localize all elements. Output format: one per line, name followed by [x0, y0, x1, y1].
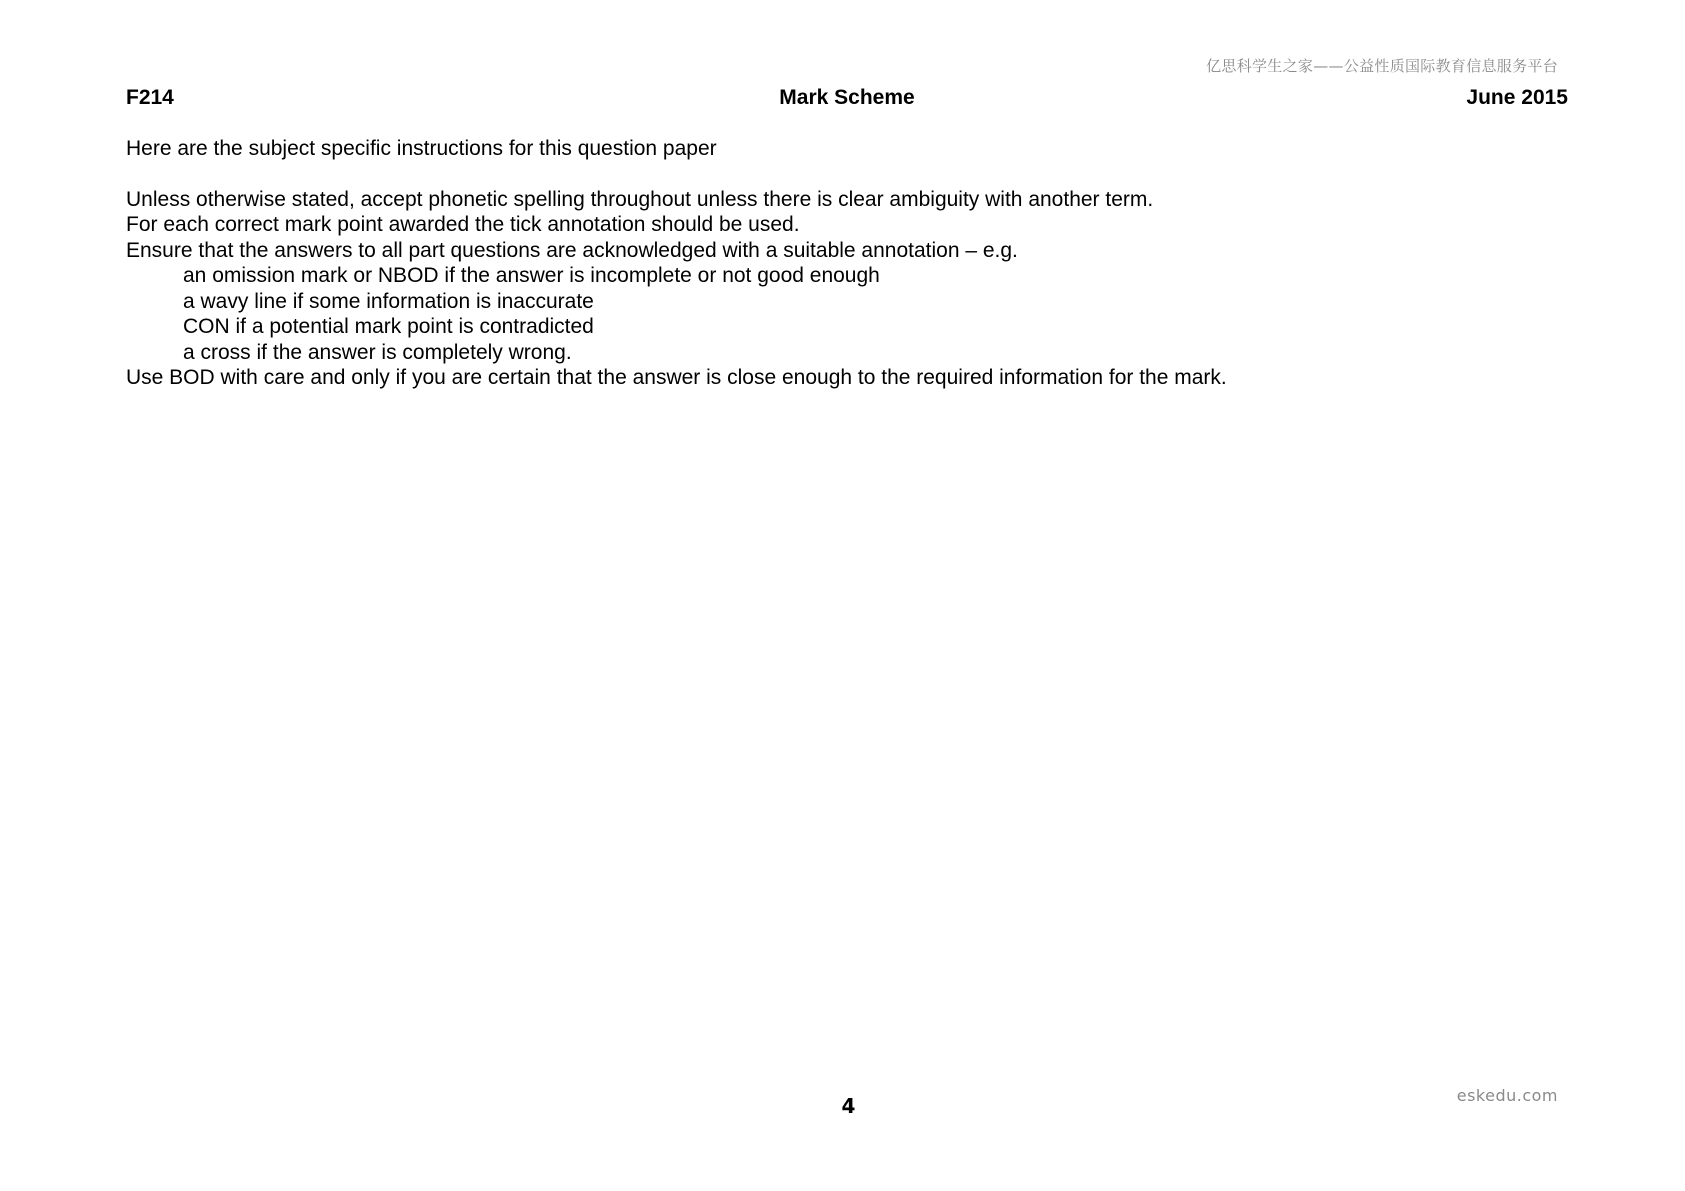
watermark-top: 亿思科学生之家——公益性质国际教育信息服务平台: [1206, 57, 1558, 75]
watermark-bottom: eskedu.com: [1456, 1086, 1558, 1105]
instruction-line: Ensure that the answers to all part questions are acknowledged with a suitable annotation – e.g.: [126, 238, 1018, 262]
annotation-example: CON if a potential mark point is contradicted: [183, 315, 594, 338]
annotation-example: a wavy line if some information is inaccurate: [183, 289, 594, 313]
paper-code: F214: [126, 86, 174, 109]
instructions-body: [126, 136, 1566, 391]
annotation-example: a cross if the answer is completely wrong.: [183, 340, 572, 364]
intro-text: Here are the subject specific instructions for this question paper: [126, 137, 717, 160]
page-number: [0, 1094, 1685, 1118]
annotation-example: an omission mark or NBOD if the answer is incomplete or not good enough: [183, 264, 880, 287]
exam-date: June 2015: [1466, 86, 1568, 109]
instruction-line: For each correct mark point awarded the tick annotation should be used.: [126, 213, 800, 236]
page-header: [126, 86, 1568, 114]
document-title: Mark Scheme: [779, 86, 915, 109]
instruction-line: Use BOD with care and only if you are certain that the answer is close enough to the required information for the mark.: [126, 366, 1227, 389]
page-number-text: 4: [841, 1094, 856, 1118]
instruction-line: Unless otherwise stated, accept phonetic spelling throughout unless there is clear ambiguity with another term.: [126, 187, 1154, 211]
